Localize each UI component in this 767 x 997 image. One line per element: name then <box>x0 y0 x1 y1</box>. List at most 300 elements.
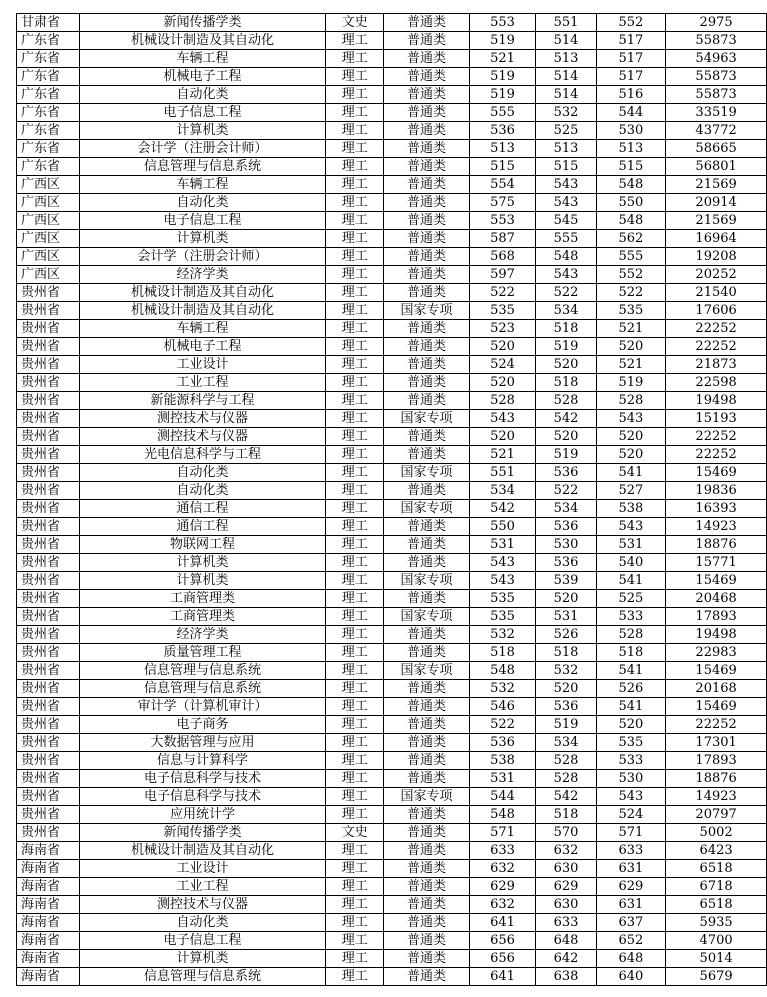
major-cell: 机械电子工程 <box>79 338 325 356</box>
batch-type-cell: 普通类 <box>384 896 469 914</box>
subject-cell: 理工 <box>326 896 384 914</box>
avg-score-cell: 522 <box>596 284 666 302</box>
subject-cell: 理工 <box>326 752 384 770</box>
subject-cell: 理工 <box>326 338 384 356</box>
province-cell: 贵州省 <box>17 428 80 446</box>
avg-score-cell: 541 <box>596 698 666 716</box>
subject-cell: 理工 <box>326 356 384 374</box>
major-cell: 经济学类 <box>79 266 325 284</box>
rank-cell: 19208 <box>666 248 767 266</box>
rank-cell: 16964 <box>666 230 767 248</box>
subject-cell: 理工 <box>326 248 384 266</box>
max-score-cell: 522 <box>469 284 536 302</box>
table-row <box>17 536 767 554</box>
province-cell: 海南省 <box>17 860 80 878</box>
major-cell: 自动化类 <box>79 464 325 482</box>
table-row <box>17 914 767 932</box>
min-score-cell: 514 <box>536 68 596 86</box>
batch-type-cell: 普通类 <box>384 950 469 968</box>
province-cell: 贵州省 <box>17 572 80 590</box>
rank-cell: 54963 <box>666 50 767 68</box>
max-score-cell: 553 <box>469 212 536 230</box>
avg-score-cell: 531 <box>596 536 666 554</box>
province-cell: 广东省 <box>17 50 80 68</box>
avg-score-cell: 526 <box>596 680 666 698</box>
max-score-cell: 632 <box>469 896 536 914</box>
rank-cell: 17893 <box>666 608 767 626</box>
major-cell: 自动化类 <box>79 482 325 500</box>
avg-score-cell: 555 <box>596 248 666 266</box>
major-cell: 电子信息科学与技术 <box>79 788 325 806</box>
rank-cell: 19498 <box>666 392 767 410</box>
max-score-cell: 519 <box>469 32 536 50</box>
max-score-cell: 548 <box>469 806 536 824</box>
rank-cell: 33519 <box>666 104 767 122</box>
province-cell: 广西区 <box>17 194 80 212</box>
rank-cell: 17893 <box>666 752 767 770</box>
avg-score-cell: 517 <box>596 68 666 86</box>
min-score-cell: 630 <box>536 860 596 878</box>
avg-score-cell: 521 <box>596 356 666 374</box>
subject-cell: 理工 <box>326 464 384 482</box>
rank-cell: 15469 <box>666 662 767 680</box>
batch-type-cell: 普通类 <box>384 104 469 122</box>
major-cell: 机械设计制造及其自动化 <box>79 842 325 860</box>
subject-cell: 理工 <box>326 86 384 104</box>
max-score-cell: 555 <box>469 104 536 122</box>
province-cell: 贵州省 <box>17 446 80 464</box>
batch-type-cell: 普通类 <box>384 86 469 104</box>
table-row <box>17 752 767 770</box>
subject-cell: 理工 <box>326 734 384 752</box>
major-cell: 质量管理工程 <box>79 644 325 662</box>
avg-score-cell: 543 <box>596 518 666 536</box>
province-cell: 广东省 <box>17 86 80 104</box>
table-row <box>17 104 767 122</box>
rank-cell: 20468 <box>666 590 767 608</box>
batch-type-cell: 普通类 <box>384 554 469 572</box>
province-cell: 广东省 <box>17 104 80 122</box>
subject-cell: 理工 <box>326 320 384 338</box>
table-row <box>17 590 767 608</box>
min-score-cell: 570 <box>536 824 596 842</box>
province-cell: 贵州省 <box>17 698 80 716</box>
max-score-cell: 535 <box>469 608 536 626</box>
province-cell: 海南省 <box>17 950 80 968</box>
major-cell: 信息管理与信息系统 <box>79 968 325 986</box>
avg-score-cell: 562 <box>596 230 666 248</box>
province-cell: 贵州省 <box>17 770 80 788</box>
major-cell: 测控技术与仪器 <box>79 896 325 914</box>
table-row <box>17 554 767 572</box>
subject-cell: 理工 <box>326 536 384 554</box>
table-row <box>17 968 767 986</box>
batch-type-cell: 普通类 <box>384 356 469 374</box>
min-score-cell: 513 <box>536 140 596 158</box>
min-score-cell: 532 <box>536 104 596 122</box>
major-cell: 自动化类 <box>79 86 325 104</box>
min-score-cell: 548 <box>536 248 596 266</box>
province-cell: 贵州省 <box>17 392 80 410</box>
avg-score-cell: 640 <box>596 968 666 986</box>
avg-score-cell: 520 <box>596 716 666 734</box>
min-score-cell: 536 <box>536 554 596 572</box>
rank-cell: 55873 <box>666 86 767 104</box>
subject-cell: 理工 <box>326 518 384 536</box>
rank-cell: 22598 <box>666 374 767 392</box>
avg-score-cell: 652 <box>596 932 666 950</box>
min-score-cell: 633 <box>536 914 596 932</box>
min-score-cell: 519 <box>536 716 596 734</box>
major-cell: 车辆工程 <box>79 320 325 338</box>
avg-score-cell: 525 <box>596 590 666 608</box>
province-cell: 广东省 <box>17 122 80 140</box>
major-cell: 电子信息工程 <box>79 104 325 122</box>
table-row <box>17 248 767 266</box>
table-row <box>17 500 767 518</box>
avg-score-cell: 629 <box>596 878 666 896</box>
subject-cell: 理工 <box>326 158 384 176</box>
rank-cell: 5679 <box>666 968 767 986</box>
major-cell: 测控技术与仪器 <box>79 410 325 428</box>
rank-cell: 6518 <box>666 896 767 914</box>
table-row <box>17 14 767 32</box>
major-cell: 计算机类 <box>79 572 325 590</box>
batch-type-cell: 普通类 <box>384 734 469 752</box>
max-score-cell: 524 <box>469 356 536 374</box>
province-cell: 贵州省 <box>17 608 80 626</box>
rank-cell: 55873 <box>666 68 767 86</box>
province-cell: 贵州省 <box>17 464 80 482</box>
major-cell: 机械设计制造及其自动化 <box>79 284 325 302</box>
max-score-cell: 538 <box>469 752 536 770</box>
batch-type-cell: 普通类 <box>384 50 469 68</box>
major-cell: 工商管理类 <box>79 590 325 608</box>
table-row <box>17 50 767 68</box>
min-score-cell: 528 <box>536 752 596 770</box>
subject-cell: 理工 <box>326 284 384 302</box>
max-score-cell: 522 <box>469 716 536 734</box>
major-cell: 大数据管理与应用 <box>79 734 325 752</box>
subject-cell: 理工 <box>326 806 384 824</box>
subject-cell: 理工 <box>326 230 384 248</box>
max-score-cell: 553 <box>469 14 536 32</box>
max-score-cell: 656 <box>469 950 536 968</box>
avg-score-cell: 541 <box>596 662 666 680</box>
rank-cell: 22983 <box>666 644 767 662</box>
province-cell: 贵州省 <box>17 356 80 374</box>
major-cell: 电子信息工程 <box>79 932 325 950</box>
avg-score-cell: 515 <box>596 158 666 176</box>
min-score-cell: 536 <box>536 464 596 482</box>
subject-cell: 理工 <box>326 374 384 392</box>
subject-cell: 理工 <box>326 482 384 500</box>
major-cell: 会计学（注册会计师） <box>79 248 325 266</box>
table-row <box>17 176 767 194</box>
table-row <box>17 608 767 626</box>
max-score-cell: 542 <box>469 500 536 518</box>
min-score-cell: 518 <box>536 644 596 662</box>
rank-cell: 21569 <box>666 176 767 194</box>
batch-type-cell: 普通类 <box>384 536 469 554</box>
table-row <box>17 860 767 878</box>
batch-type-cell: 国家专项 <box>384 788 469 806</box>
min-score-cell: 543 <box>536 176 596 194</box>
min-score-cell: 545 <box>536 212 596 230</box>
max-score-cell: 535 <box>469 302 536 320</box>
subject-cell: 理工 <box>326 842 384 860</box>
max-score-cell: 543 <box>469 410 536 428</box>
province-cell: 贵州省 <box>17 374 80 392</box>
table-row <box>17 302 767 320</box>
table-row <box>17 950 767 968</box>
major-cell: 电子商务 <box>79 716 325 734</box>
avg-score-cell: 631 <box>596 896 666 914</box>
min-score-cell: 518 <box>536 806 596 824</box>
province-cell: 贵州省 <box>17 410 80 428</box>
subject-cell: 理工 <box>326 428 384 446</box>
subject-cell: 理工 <box>326 878 384 896</box>
subject-cell: 理工 <box>326 104 384 122</box>
avg-score-cell: 538 <box>596 500 666 518</box>
batch-type-cell: 普通类 <box>384 860 469 878</box>
table-row <box>17 680 767 698</box>
min-score-cell: 542 <box>536 788 596 806</box>
major-cell: 经济学类 <box>79 626 325 644</box>
table-row <box>17 878 767 896</box>
province-cell: 海南省 <box>17 896 80 914</box>
province-cell: 贵州省 <box>17 752 80 770</box>
table-row <box>17 284 767 302</box>
table-row <box>17 518 767 536</box>
rank-cell: 21569 <box>666 212 767 230</box>
rank-cell: 15771 <box>666 554 767 572</box>
subject-cell: 理工 <box>326 932 384 950</box>
subject-cell: 理工 <box>326 194 384 212</box>
major-cell: 新闻传播学类 <box>79 824 325 842</box>
major-cell: 信息管理与信息系统 <box>79 662 325 680</box>
province-cell: 广西区 <box>17 248 80 266</box>
max-score-cell: 531 <box>469 770 536 788</box>
province-cell: 甘肃省 <box>17 14 80 32</box>
max-score-cell: 520 <box>469 428 536 446</box>
rank-cell: 17301 <box>666 734 767 752</box>
avg-score-cell: 535 <box>596 734 666 752</box>
max-score-cell: 519 <box>469 86 536 104</box>
major-cell: 审计学（计算机审计） <box>79 698 325 716</box>
batch-type-cell: 普通类 <box>384 248 469 266</box>
batch-type-cell: 普通类 <box>384 770 469 788</box>
rank-cell: 5014 <box>666 950 767 968</box>
table-row <box>17 806 767 824</box>
table-body <box>17 14 767 986</box>
min-score-cell: 526 <box>536 626 596 644</box>
rank-cell: 20914 <box>666 194 767 212</box>
subject-cell: 理工 <box>326 626 384 644</box>
province-cell: 贵州省 <box>17 788 80 806</box>
province-cell: 贵州省 <box>17 590 80 608</box>
batch-type-cell: 普通类 <box>384 698 469 716</box>
max-score-cell: 536 <box>469 734 536 752</box>
admission-score-table <box>16 13 767 986</box>
major-cell: 电子信息科学与技术 <box>79 770 325 788</box>
major-cell: 工商管理类 <box>79 608 325 626</box>
province-cell: 贵州省 <box>17 734 80 752</box>
subject-cell: 理工 <box>326 68 384 86</box>
subject-cell: 理工 <box>326 572 384 590</box>
batch-type-cell: 普通类 <box>384 194 469 212</box>
table-row <box>17 770 767 788</box>
table-row <box>17 140 767 158</box>
province-cell: 海南省 <box>17 842 80 860</box>
table-row <box>17 446 767 464</box>
major-cell: 测控技术与仪器 <box>79 428 325 446</box>
max-score-cell: 520 <box>469 374 536 392</box>
batch-type-cell: 普通类 <box>384 392 469 410</box>
province-cell: 广东省 <box>17 68 80 86</box>
min-score-cell: 522 <box>536 284 596 302</box>
batch-type-cell: 普通类 <box>384 320 469 338</box>
max-score-cell: 597 <box>469 266 536 284</box>
min-score-cell: 520 <box>536 680 596 698</box>
subject-cell: 理工 <box>326 860 384 878</box>
max-score-cell: 587 <box>469 230 536 248</box>
province-cell: 广西区 <box>17 230 80 248</box>
rank-cell: 15469 <box>666 572 767 590</box>
rank-cell: 55873 <box>666 32 767 50</box>
avg-score-cell: 527 <box>596 482 666 500</box>
batch-type-cell: 普通类 <box>384 14 469 32</box>
min-score-cell: 520 <box>536 590 596 608</box>
rank-cell: 2975 <box>666 14 767 32</box>
max-score-cell: 518 <box>469 644 536 662</box>
batch-type-cell: 普通类 <box>384 878 469 896</box>
batch-type-cell: 普通类 <box>384 446 469 464</box>
major-cell: 机械设计制造及其自动化 <box>79 32 325 50</box>
max-score-cell: 568 <box>469 248 536 266</box>
batch-type-cell: 普通类 <box>384 374 469 392</box>
rank-cell: 22252 <box>666 716 767 734</box>
major-cell: 信息管理与信息系统 <box>79 680 325 698</box>
max-score-cell: 550 <box>469 518 536 536</box>
table-row <box>17 122 767 140</box>
subject-cell: 理工 <box>326 176 384 194</box>
min-score-cell: 519 <box>536 446 596 464</box>
batch-type-cell: 普通类 <box>384 32 469 50</box>
min-score-cell: 532 <box>536 662 596 680</box>
batch-type-cell: 普通类 <box>384 482 469 500</box>
table-row <box>17 212 767 230</box>
province-cell: 广西区 <box>17 266 80 284</box>
subject-cell: 理工 <box>326 32 384 50</box>
table-row <box>17 266 767 284</box>
subject-cell: 理工 <box>326 680 384 698</box>
max-score-cell: 515 <box>469 158 536 176</box>
table-row <box>17 86 767 104</box>
avg-score-cell: 516 <box>596 86 666 104</box>
avg-score-cell: 517 <box>596 32 666 50</box>
rank-cell: 15469 <box>666 698 767 716</box>
batch-type-cell: 普通类 <box>384 590 469 608</box>
min-score-cell: 534 <box>536 302 596 320</box>
max-score-cell: 521 <box>469 50 536 68</box>
avg-score-cell: 535 <box>596 302 666 320</box>
avg-score-cell: 631 <box>596 860 666 878</box>
rank-cell: 22252 <box>666 446 767 464</box>
major-cell: 工业工程 <box>79 878 325 896</box>
batch-type-cell: 普通类 <box>384 806 469 824</box>
major-cell: 车辆工程 <box>79 50 325 68</box>
province-cell: 贵州省 <box>17 302 80 320</box>
table-row <box>17 392 767 410</box>
rank-cell: 14923 <box>666 788 767 806</box>
major-cell: 光电信息科学与工程 <box>79 446 325 464</box>
min-score-cell: 518 <box>536 374 596 392</box>
batch-type-cell: 国家专项 <box>384 608 469 626</box>
min-score-cell: 648 <box>536 932 596 950</box>
province-cell: 广东省 <box>17 140 80 158</box>
avg-score-cell: 637 <box>596 914 666 932</box>
min-score-cell: 520 <box>536 356 596 374</box>
table-row <box>17 626 767 644</box>
subject-cell: 理工 <box>326 788 384 806</box>
max-score-cell: 532 <box>469 680 536 698</box>
rank-cell: 15469 <box>666 464 767 482</box>
min-score-cell: 519 <box>536 338 596 356</box>
rank-cell: 6518 <box>666 860 767 878</box>
major-cell: 车辆工程 <box>79 176 325 194</box>
subject-cell: 理工 <box>326 608 384 626</box>
major-cell: 计算机类 <box>79 554 325 572</box>
province-cell: 贵州省 <box>17 338 80 356</box>
province-cell: 广西区 <box>17 212 80 230</box>
province-cell: 海南省 <box>17 932 80 950</box>
batch-type-cell: 普通类 <box>384 212 469 230</box>
avg-score-cell: 541 <box>596 464 666 482</box>
max-score-cell: 571 <box>469 824 536 842</box>
avg-score-cell: 633 <box>596 842 666 860</box>
avg-score-cell: 528 <box>596 626 666 644</box>
major-cell: 信息管理与信息系统 <box>79 158 325 176</box>
province-cell: 海南省 <box>17 968 80 986</box>
rank-cell: 6718 <box>666 878 767 896</box>
batch-type-cell: 国家专项 <box>384 410 469 428</box>
major-cell: 应用统计学 <box>79 806 325 824</box>
min-score-cell: 555 <box>536 230 596 248</box>
batch-type-cell: 普通类 <box>384 626 469 644</box>
min-score-cell: 534 <box>536 500 596 518</box>
table-row <box>17 842 767 860</box>
table-row <box>17 410 767 428</box>
min-score-cell: 632 <box>536 842 596 860</box>
major-cell: 工业设计 <box>79 860 325 878</box>
rank-cell: 14923 <box>666 518 767 536</box>
min-score-cell: 642 <box>536 950 596 968</box>
subject-cell: 理工 <box>326 716 384 734</box>
max-score-cell: 536 <box>469 122 536 140</box>
table-row <box>17 194 767 212</box>
avg-score-cell: 521 <box>596 320 666 338</box>
subject-cell: 文史 <box>326 824 384 842</box>
province-cell: 贵州省 <box>17 482 80 500</box>
table-row <box>17 158 767 176</box>
min-score-cell: 638 <box>536 968 596 986</box>
rank-cell: 20797 <box>666 806 767 824</box>
province-cell: 贵州省 <box>17 680 80 698</box>
batch-type-cell: 普通类 <box>384 68 469 86</box>
province-cell: 贵州省 <box>17 554 80 572</box>
province-cell: 贵州省 <box>17 536 80 554</box>
